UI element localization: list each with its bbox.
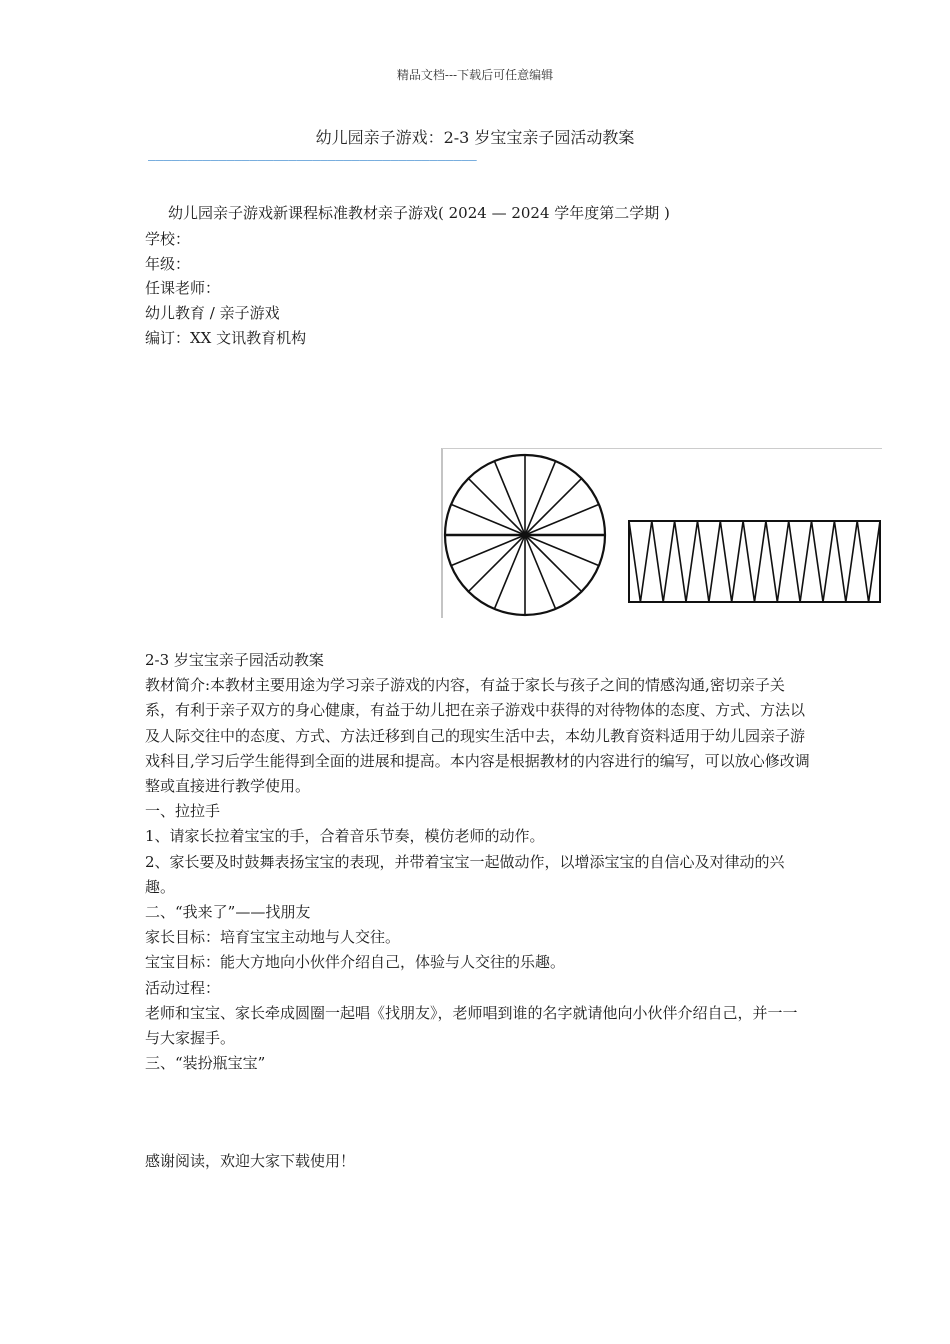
- section-1-title: 一、拉拉手: [145, 802, 221, 821]
- section-1-item-2: 2、家长要及时鼓舞表扬宝宝的表现，并带着宝宝一起做动作，以增添宝宝的自信心及对律动的兴趣。: [145, 852, 785, 896]
- header-note: 精品文档---下载后可任意编辑: [396, 68, 554, 82]
- grade-field: 年级：: [145, 255, 191, 273]
- editor-line: 编订：XX 文讯教育机构: [145, 329, 307, 347]
- zigzag-icon: [629, 521, 880, 602]
- teacher-field: 任课老师：: [145, 279, 221, 297]
- process-label: 活动过程：: [145, 978, 221, 997]
- parent-goal: 家长目标：培育宝宝主动地与人交往。: [145, 928, 401, 947]
- section-1-item-1: 1、请家长拉着宝宝的手，合着音乐节奏，模仿老师的动作。: [145, 827, 545, 846]
- footer-thanks: 感谢阅读，欢迎大家下载使用！: [145, 1152, 356, 1170]
- baby-goal: 宝宝目标：能大方地向小伙伴介绍自己，体验与人交往的乐趣。: [145, 953, 566, 972]
- content-subtitle: 2-3 岁宝宝亲子园活动教案: [145, 651, 324, 669]
- category-line: 幼儿教育 / 亲子游戏: [145, 304, 280, 322]
- intro-paragraph: 教材简介:本教材主要用途为学习亲子游戏的内容，有益于家长与孩子之间的情感沟通,密切亲子关系，有利于亲子双方的身心健康，有益于幼儿把在亲子游戏中获得的对待物体的态度、方式、方法以及人际交往中的态度、方式、方法迁移到自己的现实生活中去，本幼儿教育资料适用于幼儿园亲子游戏科目,学习后学生能得到全面的进展和提高。本内容是根据教材的内容进行的编写，可以放心修改调整或直接进行教学使用。: [145, 676, 810, 796]
- section-3-title: 三、“装扮瓶宝宝”: [145, 1054, 266, 1073]
- decorative-figure: [441, 448, 882, 620]
- course-line: 幼儿园亲子游戏新课程标准教材亲子游戏( 2024 — 2024 学年度第二学期 ): [168, 204, 670, 222]
- title-dash-divider: ——————————————————————————————————————————: [148, 153, 477, 167]
- main-content: [145, 648, 810, 1076]
- school-field: 学校：: [145, 230, 191, 248]
- wheel-icon: [445, 455, 605, 615]
- process-paragraph: 老师和宝宝、家长牵成圆圈一起唱《找朋友》，老师唱到谁的名字就请他向小伙伴介绍自己，并一一与大家握手。: [145, 1003, 798, 1048]
- document-title: 幼儿园亲子游戏：2-3 岁宝宝亲子园活动教案: [315, 128, 635, 147]
- section-2-title: 二、“我来了”——找朋友: [145, 903, 311, 922]
